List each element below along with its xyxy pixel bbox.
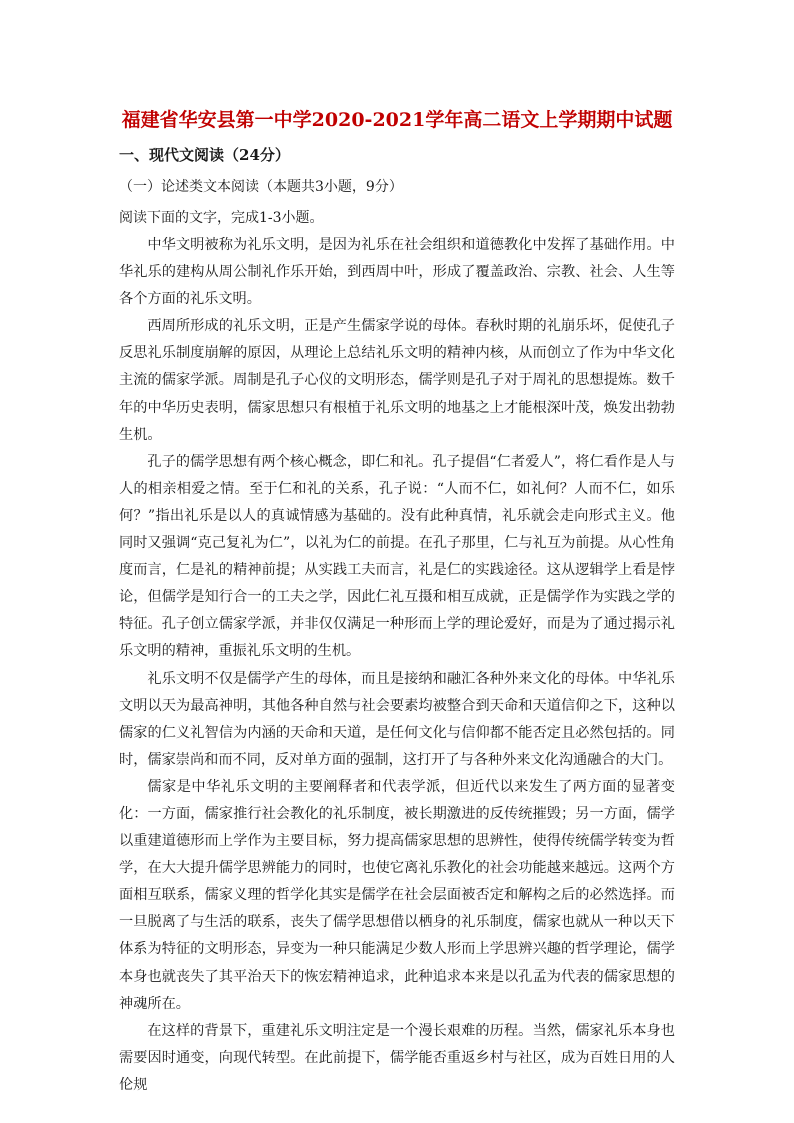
section-heading: 一、现代文阅读（24分）: [119, 146, 290, 164]
document-title: 福建省华安县第一中学2020-2021学年高二语文上学期期中试题: [121, 109, 673, 131]
paragraph-2: 西周所形成的礼乐文明，正是产生儒家学说的母体。春秋时期的礼崩乐坏，促使孔子反思礼乐制度崩解的原因，从理论上总结礼乐文明的精神内核，从而创立了作为中华文化主流的儒家学派。周制是孔子心仪的文明形态，儒学则是孔子对于周礼的思想提炼。数千年的中华历史表明，儒家思想只有根植于礼乐文明的地基之上才能根深叶茂，焕发出勃勃生机。: [119, 318, 675, 443]
paragraph-5: 儒家是中华礼乐文明的主要阐释者和代表学派，但近代以来发生了两方面的显著变化：一方面，儒家推行社会教化的礼乐制度，被长期激进的反传统摧毁；另一方面，儒学以重建道德形而上学作为主要目标，努力提高儒家思想的思辨性，使得传统儒学转变为哲学，在大大提升儒学思辨能力的同时，也使它离礼乐教化的社会功能越来越远。这两个方面相互联系，儒家义理的哲学化其实是儒学在社会层面被否定和解构之后的必然选择。而一旦脱离了与生活的联系，丧失了儒学思想借以栖身的礼乐制度，儒家也就从一种以天下体系为特征的文明形态，异变为一种只能满足少数人形而上学思辨兴趣的哲学理论，儒学本身也就丧失了其平治天下的恢宏精神追求，此种追求本来是以孔孟为代表的儒家思想的神魂所在。: [119, 778, 675, 1012]
paragraph-3: 孔子的儒学思想有两个核心概念，即仁和礼。孔子提倡“仁者爱人”，将仁看作是人与人的相亲相爱之情。至于仁和礼的关系，孔子说：“人而不仁，如礼何？人而不仁，如乐何？”指出礼乐是以人的真诚情感为基础的。没有此种真情，礼乐就会走向形式主义。他同时又强调“克己复礼为仁”，以礼为仁的前提。在孔子那里，仁与礼互为前提。从心性角度而言，仁是礼的精神前提；从实践工夫而言，礼是仁的实践途径。这从逻辑学上看是悖论，但儒学是知行合一的工夫之学，因此仁礼互摄和相互成就，正是儒学作为实践之学的特征。孔子创立儒家学派，并非仅仅满足一种形而上学的理论爱好，而是为了通过揭示礼乐文明的精神，重振礼乐文明的生机。: [119, 453, 675, 660]
paragraph-1: 中华文明被称为礼乐文明，是因为礼乐在社会组织和道德教化中发挥了基础作用。中华礼乐的建构从周公制礼作乐开始，到西周中叶，形成了覆盖政治、宗教、社会、人生等各个方面的礼乐文明。: [119, 237, 675, 308]
subsection-heading: （一）论述类文本阅读（本题共3小题，9分）: [119, 179, 403, 195]
passage-body: [119, 232, 675, 1099]
paragraph-4: 礼乐文明不仅是儒学产生的母体，而且是接纳和融汇各种外来文化的母体。中华礼乐文明以天为最高神明，其他各种自然与社会要素均被整合到天命和天道信仰之下，这种以儒家的仁义礼智信为内涵的天命和天道，是任何文化与信仰都不能否定且必然包括的。同时，儒家崇尚和而不同，反对单方面的强制，这打开了与各种外来文化沟通融合的大门。: [119, 670, 675, 768]
reading-instruction: 阅读下面的文字，完成1-3小题。: [119, 210, 324, 226]
paragraph-6: 在这样的背景下，重建礼乐文明注定是一个漫长艰难的历程。当然，儒家礼乐本身也需要因时通变，向现代转型。在此前提下，儒学能否重返乡村与社区，成为百姓日用的人伦规: [119, 1022, 675, 1093]
